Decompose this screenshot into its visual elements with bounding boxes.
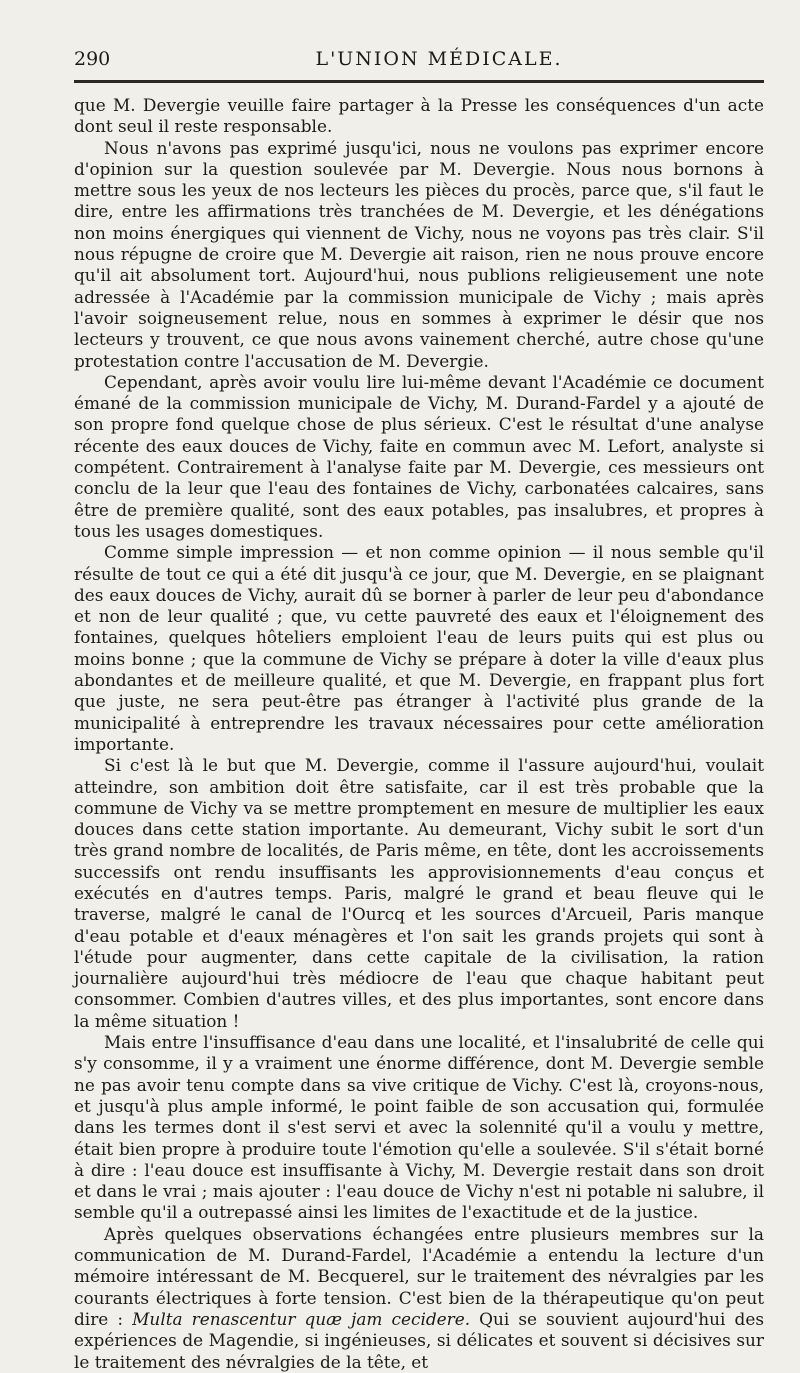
- paragraph: Nous n'avons pas exprimé jusqu'ici, nous ne voulons pas exprimer encore d'opinion sur la question soulevée par M. Devergie. Nous nous bornons à mettre sous les yeux de nos lecteurs les pièces du procès, parce que, s'il faut le dire, entre les affirmations très tranchées de M. Devergie, et les dénégations non moins énergiques qui viennent de Vichy, nous ne voyons pas très clair. S'il nous répugne de croire que M. Devergie ait raison, rien ne nous prouve encore qu'il ait absolument tort. Aujourd'hui, nous publions religieusement une note adressée à l'Académie par la commission municipale de Vichy ; mais après l'avoir soigneusement relue, nous en sommes à exprimer le désir que nos lecteurs y trouvent, ce que nous avons vainement cherché, autre chose qu'une protestation contre l'accusation de M. Devergie.: [74, 137, 764, 371]
- running-title: L'UNION MÉDICALE.: [315, 48, 563, 70]
- paragraph: Si c'est là le but que M. Devergie, comme il l'assure aujourd'hui, voulait atteindre, son ambition doit être satisfaite, car il est très probable que la commune de Vichy va se mettre promptement en mesure de multiplier les eaux douces dans cette station importante. Au demeurant, Vichy subit le sort d'un très grand nombre de localités, de Paris même, en tête, dont les accroissements successifs ont rendu insuffisants les approvisionnements d'eau conçus et exécutés en d'autres temps. Paris, malgré le grand et beau fleuve qui le traverse, malgré le canal de l'Ourcq et les sources d'Arcueil, Paris manque d'eau potable et d'eaux ménagères et l'on sait les grands projets qui sont à l'étude pour augmenter, dans cette capitale de la civilisation, la ration journalière aujourd'hui très médiocre de l'eau que chaque habitant peut consommer. Combien d'autres villes, et des plus importantes, sont encore dans la même situation !: [74, 755, 764, 1031]
- paragraph: Mais entre l'insuffisance d'eau dans une localité, et l'insalubrité de celle qui s'y consomme, il y a vraiment une énorme différence, dont M. Devergie semble ne pas avoir tenu compte dans sa vive critique de Vichy. C'est là, croyons-nous, et jusqu'à plus ample informé, le point faible de son accusation qui, formulée dans les termes dont il s'est servi et avec la solennité qu'il a voulu y mettre, était bien propre à produire toute l'émotion qu'elle a soulevée. S'il s'était borné à dire : l'eau douce est insuffisante à Vichy, M. Devergie restait dans son droit et dans le vrai ; mais ajouter : l'eau douce de Vichy n'est ni potable ni salubre, il semble qu'il a outrepassé ainsi les limites de l'exactitude et de la justice.: [74, 1032, 764, 1223]
- paragraph: Comme simple impression — et non comme opinion — il nous semble qu'il résulte de tout ce qui a été dit jusqu'à ce jour, que M. Devergie, en se plaignant des eaux douces de Vichy, aurait dû se borner à parler de leur peu d'abondance et non de leur qualité ; que, vu cette pauvreté des eaux et l'éloignement des fontaines, quelques hôteliers emploient l'eau de leurs puits qui est plus ou moins bonne ; que la commune de Vichy se prépare à doter la ville d'eaux plus abondantes et de meilleure qualité, et que M. Devergie, en frappant plus fort que juste, ne sera peut-être pas étranger à l'activité plus grande de la municipalité à entreprendre les travaux nécessaires pour cette amélioration importante.: [74, 542, 764, 754]
- paragraph-text: Après quelques observations échangées entre plusieurs membres sur la communication de M. Durand-Fardel, l'Académie a entendu la lecture d'un mémoire intéressant de M. Becquerel, sur le traitement des névralgies par les courants électriques à forte tension. C'est bien de la thérapeutique qu'on peut dire :: [74, 1223, 764, 1329]
- page-number: 290: [74, 48, 111, 70]
- header-rule: [74, 80, 764, 83]
- latin-quote: Multa renascentur quæ jam cecidere.: [132, 1308, 471, 1329]
- article-body: [74, 95, 764, 1373]
- paragraph-last: [74, 1224, 764, 1373]
- paragraph-text: Qui se souvient aujourd'hui des expériences de Magendie, si ingénieuses, si délicates et souvent si décisives sur le traitement des névralgies de la tête, et: [74, 1308, 764, 1372]
- paragraph: que M. Devergie veuille faire partager à la Presse les conséquences d'un acte dont seul il reste responsable.: [74, 95, 764, 137]
- page-header: [74, 44, 764, 78]
- paragraph: Cependant, après avoir voulu lire lui-même devant l'Académie ce document émané de la commission municipale de Vichy, M. Durand-Fardel y a ajouté de son propre fond quelque chose de plus sérieux. C'est le résultat d'une analyse récente des eaux douces de Vichy, faite en commun avec M. Lefort, analyste si compétent. Contrairement à l'analyse faite par M. Devergie, ces messieurs ont conclu de la leur que l'eau des fontaines de Vichy, carbonatées calcaires, sans être de première qualité, sont des eaux potables, pas insalubres, et propres à tous les usages domestiques.: [74, 371, 764, 541]
